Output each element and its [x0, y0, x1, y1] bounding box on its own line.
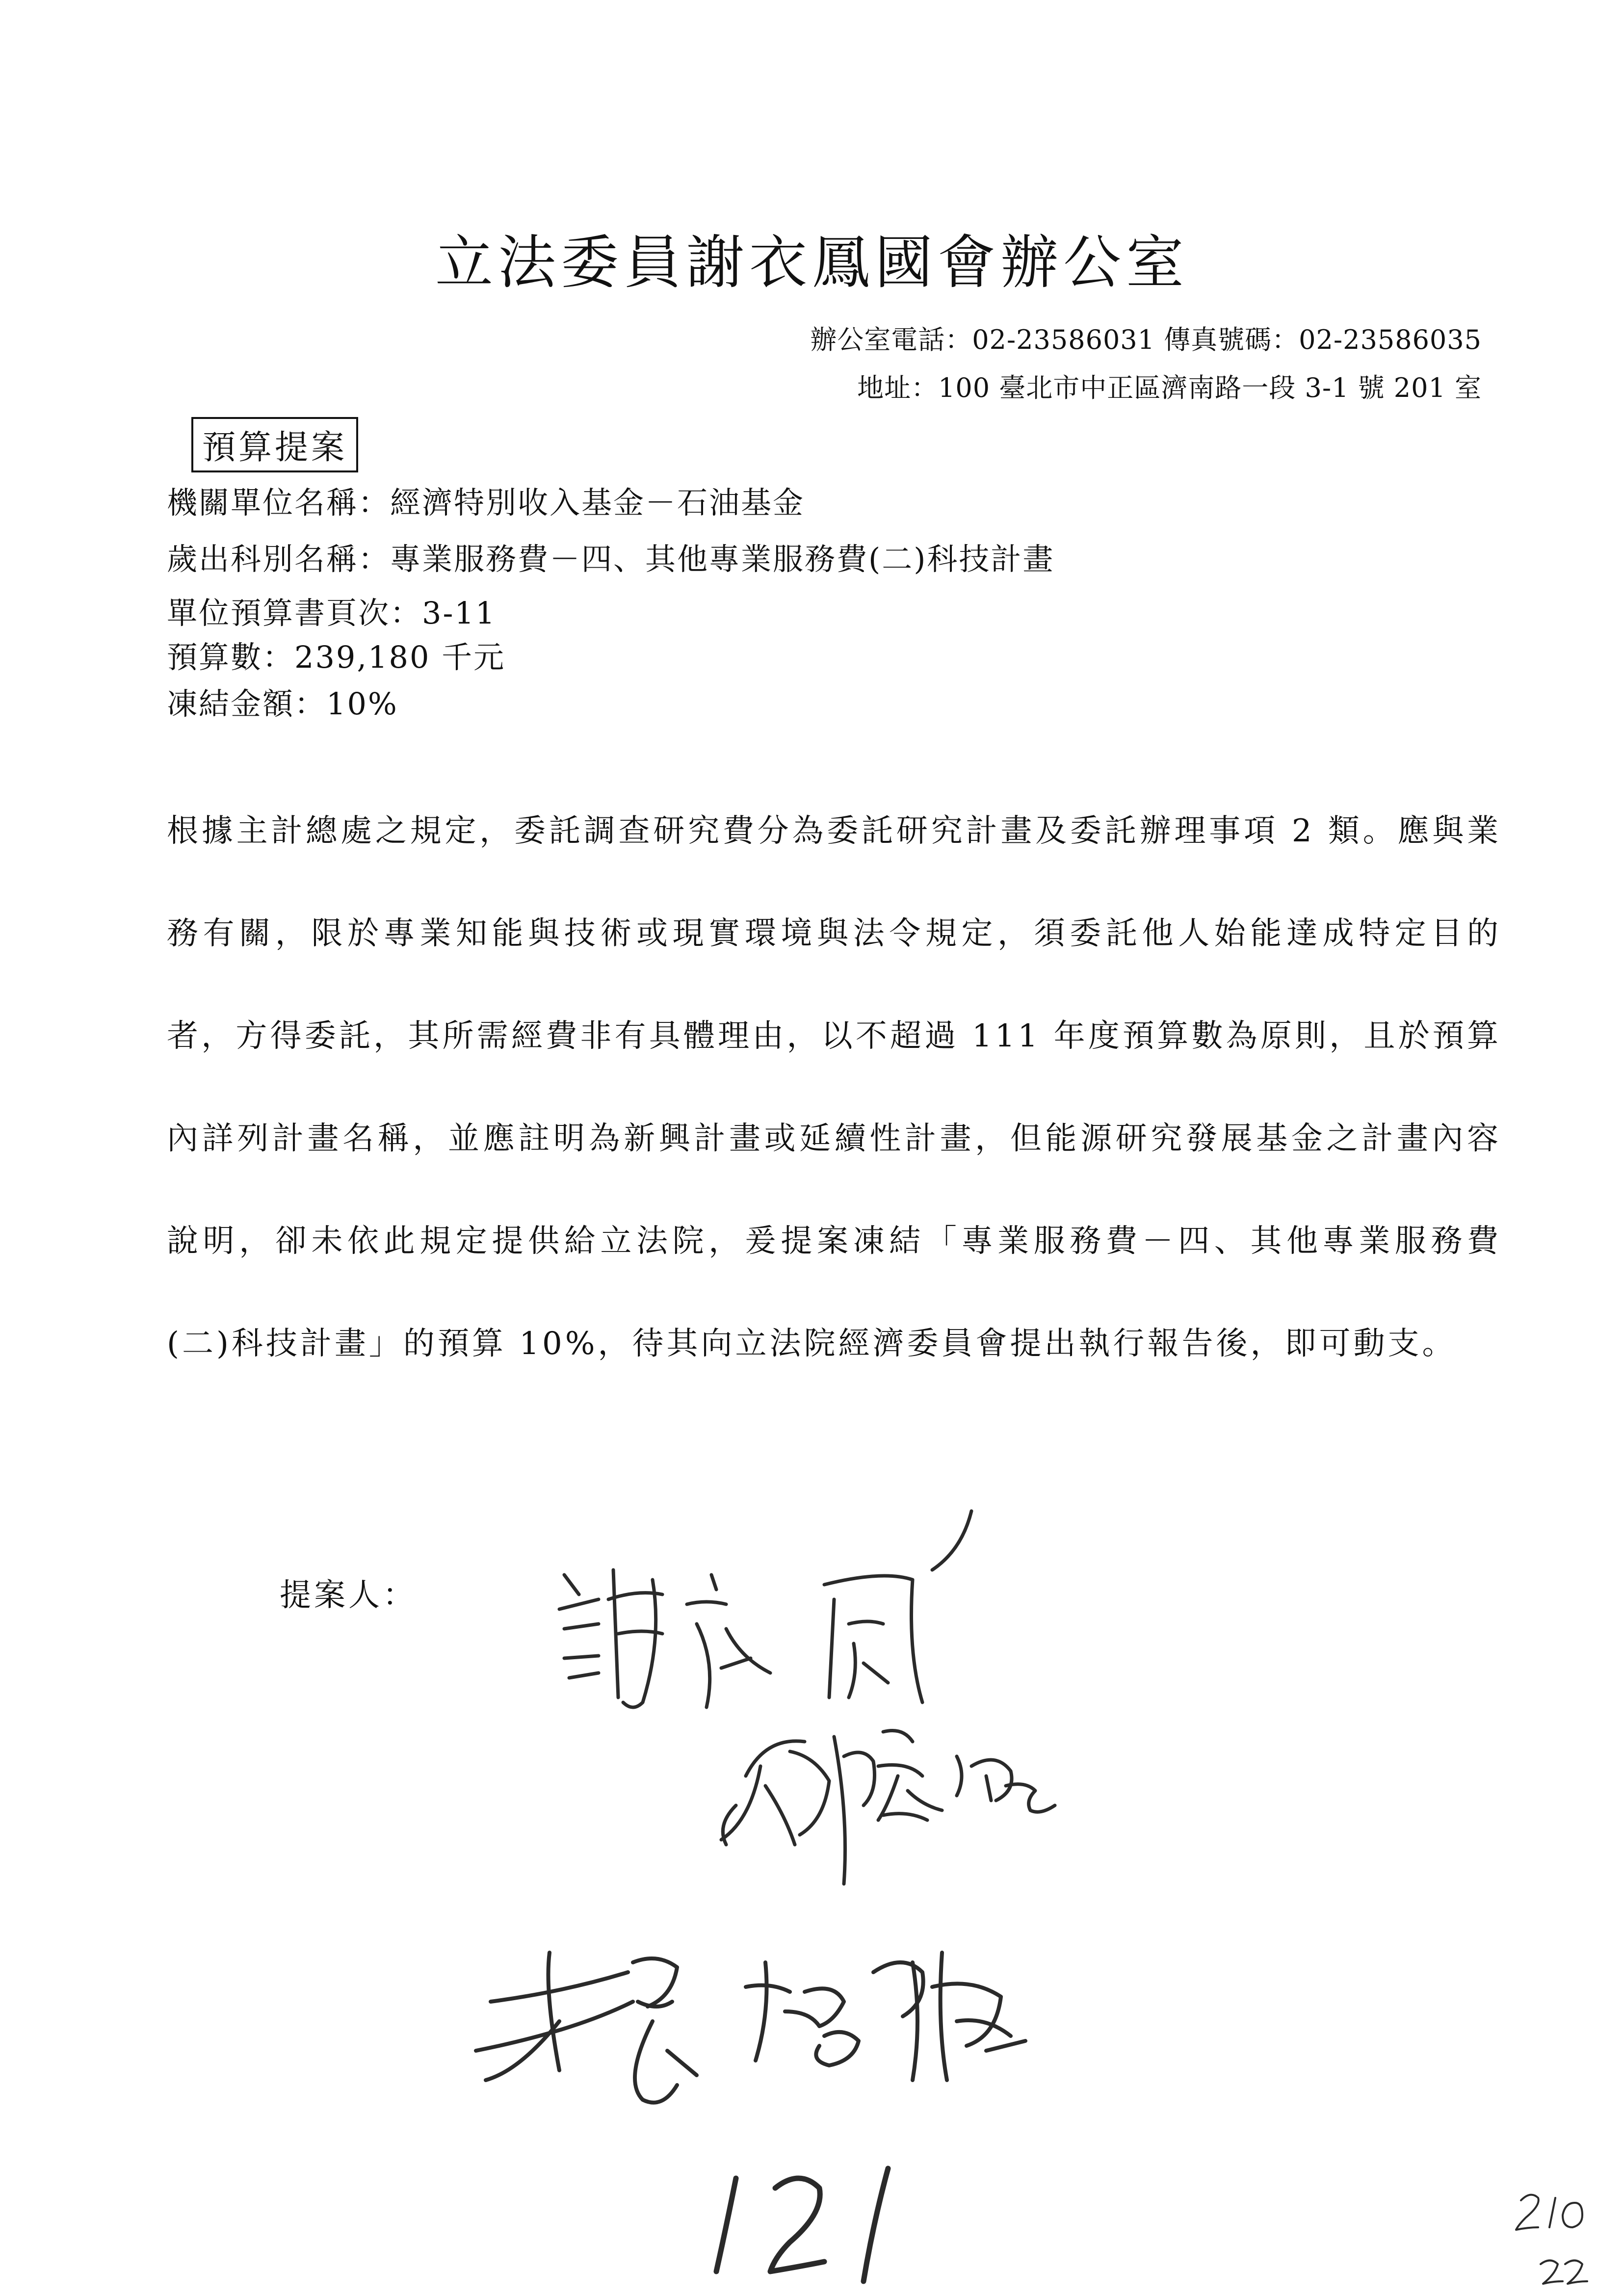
handwritten-page-number: [716, 2168, 888, 2281]
signature-one: [559, 1511, 971, 1707]
proposer-label: 提案人：: [280, 1577, 417, 1614]
phone-fax-line: 辦公室電話：02-23586031 傳真號碼：02-23586035: [810, 324, 1482, 355]
signature-three: [476, 1953, 1025, 2103]
budget-amount-field: 預算數：239,180 千元: [167, 639, 506, 675]
corner-mark-bottom: [1541, 2261, 1587, 2284]
page-ref-field: 單位預算書頁次：3-11: [167, 595, 497, 631]
office-title: 立法委員謝衣鳳國會辦公室: [435, 229, 1189, 296]
address-line: 地址：100 臺北市中正區濟南路一段 3-1 號 201 室: [857, 372, 1482, 403]
proposal-type-tag: 預算提案: [191, 417, 358, 472]
agency-field: 機關單位名稱：經濟特別收入基金－石油基金: [167, 485, 805, 521]
frozen-amount-field: 凍結金額：10%: [167, 686, 398, 722]
proposal-body: 根據主計總處之規定，委託調查研究費分為委託研究計畫及委託辦理事項 2 類。應與業務有關，限於專業知能與技術或現實環境與法令規定，須委託他人始能達成特定目的者，方得委託，其所需經費非有具體理由，以不超過 111 年度預算數為原則，且於預算內詳列計畫名稱，並應註明為新興計畫或延續性計畫，但能源研究發展基金之計畫內容說明，卻未依此規定提供給立法院，爰提案凍結「專業服務費－四、其他專業服務費(二)科技計畫」的預算 10%，待其向立法院經濟委員會提出執行報告後，即可動支。: [167, 813, 1501, 1362]
corner-mark-top: [1516, 2195, 1582, 2230]
expenditure-field: 歲出科別名稱：專業服務費－四、其他專業服務費(二)科技計畫: [167, 541, 1055, 577]
signature-two: [721, 1731, 1055, 1884]
